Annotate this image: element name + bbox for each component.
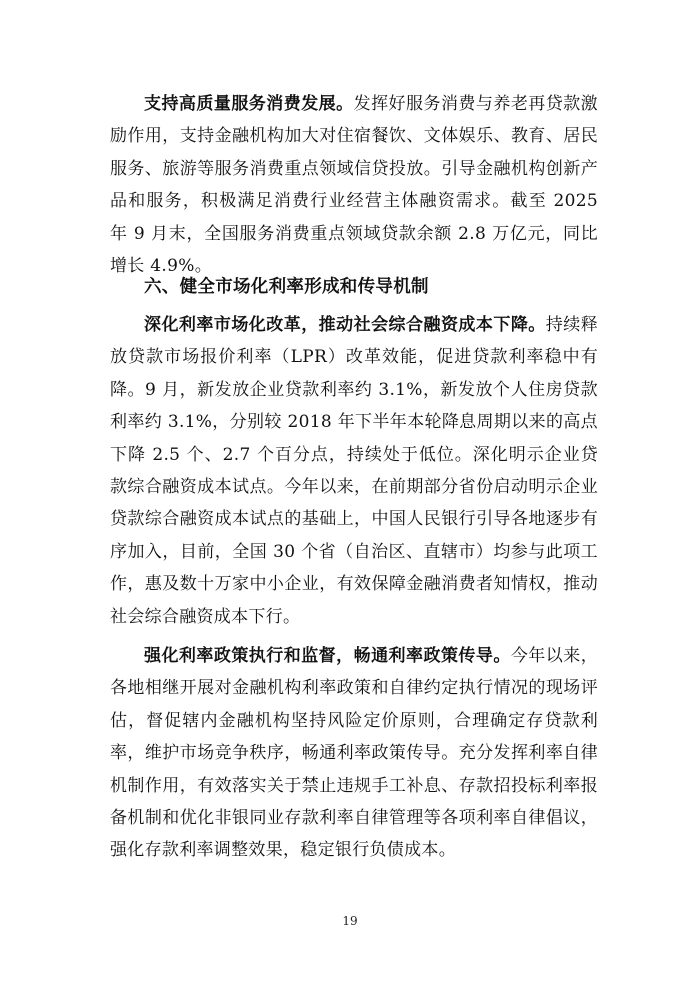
paragraph-service-consumption [110, 88, 598, 282]
section-heading: 六、健全市场化利率形成和传导机制 [144, 277, 429, 297]
paragraph-lead: 深化利率市场化改革，推动社会综合融资成本下降。 [144, 315, 546, 335]
paragraph-rate-reform [110, 309, 598, 633]
paragraph-body: 持续释放贷款市场报价利率（LPR）改革效能，促进贷款利率稳中有降。9 月，新发放企业贷款利率约 3.1%，新发放个人住房贷款利率约 3.1%，分别较 2018 年下半年本轮降息周期以来的高点下降 2.5 个、2.7 个百分点，持续处于低位。深化明示企业贷款综合融资成本试点。今年以来，在前期部分省份启动明示企业贷款综合融资成本试点的基础上，中国人民银行引导各地逐步有序加入，目前，全国 30 个省（自治区、直辖市）均参与此项工作，惠及数十万家中小企业，有效保障金融消费者知情权，推动社会综合融资成本下行。 [110, 315, 599, 627]
paragraph-lead: 强化利率政策执行和监督，畅通利率政策传导。 [144, 646, 511, 666]
paragraph-body: 今年以来，各地相继开展对金融机构利率政策和自律约定执行情况的现场评估，督促辖内金融机构坚持风险定价原则，合理确定存贷款利率，维护市场竞争秩序，畅通利率政策传导。充分发挥利率自律机制作用，有效落实关于禁止违规手工补息、存款招投标利率报备机制和优化非银同业存款利率自律管理等各项利率自律倡议，强化存款利率调整效果，稳定银行负债成本。 [110, 646, 598, 861]
paragraph-lead: 支持高质量服务消费发展。 [144, 94, 354, 114]
paragraph-rate-supervision [110, 640, 598, 867]
page-number: 19 [342, 914, 358, 928]
paragraph-body: 发挥好服务消费与养老再贷款激励作用，支持金融机构加大对住宿餐饮、文体娱乐、教育、居民服务、旅游等服务消费重点领域信贷投放。引导金融机构创新产品和服务，积极满足消费行业经营主体融资需求。截至 2025 年 9 月末，全国服务消费重点领域贷款余额 2.8 万亿元，同比增长 4.9%。 [110, 94, 598, 277]
